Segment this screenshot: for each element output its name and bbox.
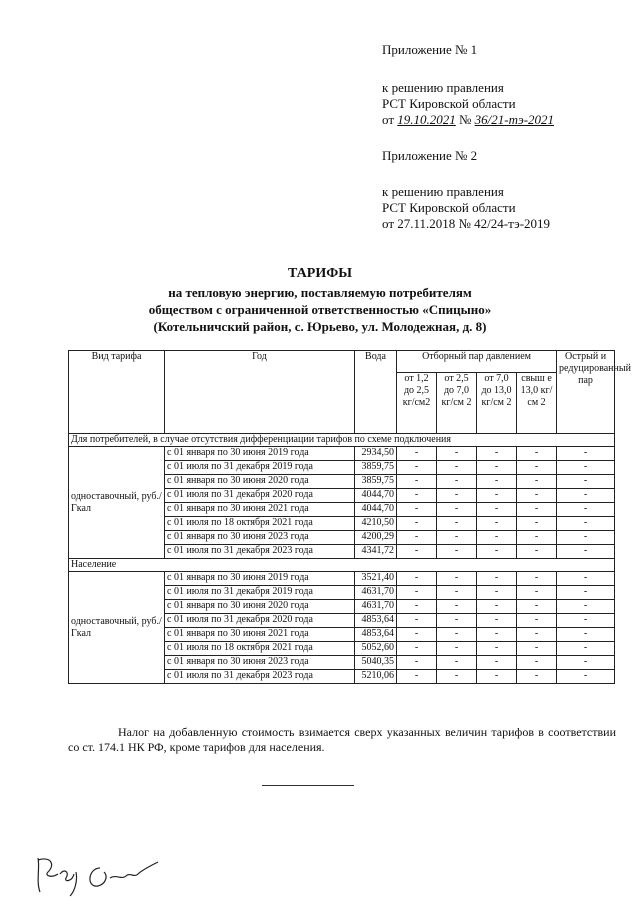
- dash-cell: -: [477, 447, 517, 461]
- header-steam-2: от 2,5 до 7,0 кг/см 2: [437, 372, 477, 433]
- group-1-body: [69, 447, 615, 559]
- dash-cell: -: [397, 447, 437, 461]
- dash-cell: -: [477, 600, 517, 614]
- water-value-cell: 4044,70: [355, 503, 397, 517]
- section-row: [69, 434, 615, 447]
- doc-subtitle-1: на тепловую энергию, поставляемую потребителям: [168, 285, 472, 300]
- dash-cell: -: [477, 503, 517, 517]
- dash-cell: -: [397, 670, 437, 684]
- header-steam-3: от 7,0 до 13,0 кг/см 2: [477, 372, 517, 433]
- header-steam-1: от 1,2 до 2,5 кг/см2: [397, 372, 437, 433]
- period-cell: с 01 января по 30 июня 2023 года: [165, 531, 355, 545]
- appendix2-line3: от 27.11.2018 № 42/24-тэ-2019: [382, 216, 551, 231]
- water-value-cell: 4341,72: [355, 545, 397, 559]
- water-value-cell: 5210,06: [355, 670, 397, 684]
- separator-line: [262, 785, 354, 786]
- water-value-cell: 4631,70: [355, 600, 397, 614]
- dash-cell: -: [557, 475, 615, 489]
- dash-cell: -: [397, 642, 437, 656]
- appendix1-num-prefix: №: [459, 112, 472, 127]
- dash-cell: -: [397, 461, 437, 475]
- water-value-cell: 2934,50: [355, 447, 397, 461]
- table-row: [69, 572, 615, 586]
- tariff-type-cell: одноставочный, руб./Гкал: [69, 572, 165, 684]
- section-2-label: Население: [69, 559, 615, 572]
- header-steam: Отборный пар давлением: [397, 351, 557, 373]
- dash-cell: -: [557, 517, 615, 531]
- header-water: Вода: [355, 351, 397, 434]
- section-row: [69, 559, 615, 572]
- dash-cell: -: [477, 628, 517, 642]
- dash-cell: -: [557, 628, 615, 642]
- dash-cell: -: [517, 572, 557, 586]
- dash-cell: -: [397, 475, 437, 489]
- dash-cell: -: [557, 614, 615, 628]
- dash-cell: -: [477, 489, 517, 503]
- dash-cell: -: [437, 670, 477, 684]
- table-row: [69, 447, 615, 461]
- appendix1-title: Приложение № 1: [382, 42, 478, 57]
- dash-cell: -: [477, 614, 517, 628]
- header-sharp-steam: Острый и редуцированный пар: [557, 351, 615, 434]
- dash-cell: -: [397, 600, 437, 614]
- period-cell: с 01 января по 30 июня 2019 года: [165, 447, 355, 461]
- dash-cell: -: [397, 531, 437, 545]
- dash-cell: -: [517, 614, 557, 628]
- dash-cell: -: [557, 600, 615, 614]
- dash-cell: -: [557, 545, 615, 559]
- header-steam-4: свыш е 13,0 кг/см 2: [517, 372, 557, 433]
- dash-cell: -: [477, 461, 517, 475]
- water-value-cell: 3859,75: [355, 461, 397, 475]
- dash-cell: -: [557, 489, 615, 503]
- dash-cell: -: [437, 656, 477, 670]
- dash-cell: -: [397, 545, 437, 559]
- dash-cell: -: [437, 586, 477, 600]
- period-cell: с 01 июля по 31 декабря 2023 года: [165, 545, 355, 559]
- dash-cell: -: [397, 628, 437, 642]
- dash-cell: -: [557, 656, 615, 670]
- period-cell: с 01 июля по 31 декабря 2019 года: [165, 586, 355, 600]
- appendix1-number-handwritten: 36/21-тэ-2021: [474, 112, 555, 127]
- dash-cell: -: [517, 670, 557, 684]
- dash-cell: -: [557, 586, 615, 600]
- dash-cell: -: [437, 447, 477, 461]
- dash-cell: -: [437, 517, 477, 531]
- period-cell: с 01 июля по 31 декабря 2023 года: [165, 670, 355, 684]
- dash-cell: -: [397, 517, 437, 531]
- dash-cell: -: [517, 545, 557, 559]
- period-cell: с 01 января по 30 июня 2019 года: [165, 572, 355, 586]
- dash-cell: -: [557, 531, 615, 545]
- dash-cell: -: [557, 503, 615, 517]
- dash-cell: -: [517, 447, 557, 461]
- dash-cell: -: [397, 656, 437, 670]
- water-value-cell: 4200,29: [355, 531, 397, 545]
- water-value-cell: 4044,70: [355, 489, 397, 503]
- table-header-row: [69, 351, 615, 373]
- water-value-cell: 5052,60: [355, 642, 397, 656]
- signature: [30, 848, 170, 898]
- dash-cell: -: [437, 600, 477, 614]
- header-tariff-type: Вид тарифа: [69, 351, 165, 434]
- dash-cell: -: [477, 670, 517, 684]
- dash-cell: -: [557, 572, 615, 586]
- vat-note: Налог на добавленную стоимость взимается сверх указанных величин тарифов в соответствии со ст. 174.1 НК РФ, кроме тарифов для населения.: [68, 725, 616, 754]
- group-2-body: [69, 572, 615, 684]
- dash-cell: -: [557, 447, 615, 461]
- period-cell: с 01 июля по 31 декабря 2019 года: [165, 461, 355, 475]
- water-value-cell: 4853,64: [355, 614, 397, 628]
- period-cell: с 01 июля по 31 декабря 2020 года: [165, 614, 355, 628]
- doc-title: ТАРИФЫ: [288, 266, 352, 281]
- tariff-table: [68, 350, 631, 684]
- dash-cell: -: [437, 489, 477, 503]
- water-value-cell: 5040,35: [355, 656, 397, 670]
- dash-cell: -: [437, 531, 477, 545]
- period-cell: с 01 января по 30 июня 2021 года: [165, 628, 355, 642]
- period-cell: с 01 января по 30 июня 2020 года: [165, 600, 355, 614]
- dash-cell: -: [437, 614, 477, 628]
- water-value-cell: 4631,70: [355, 586, 397, 600]
- dash-cell: -: [517, 531, 557, 545]
- dash-cell: -: [437, 642, 477, 656]
- dash-cell: -: [477, 545, 517, 559]
- period-cell: с 01 января по 30 июня 2021 года: [165, 503, 355, 517]
- appendix1-date-line: [382, 112, 554, 128]
- dash-cell: -: [437, 572, 477, 586]
- appendix2-line2: РСТ Кировской области: [382, 200, 516, 215]
- dash-cell: -: [397, 489, 437, 503]
- dash-cell: -: [517, 586, 557, 600]
- section-1-label: Для потребителей, в случае отсутствия дифференциации тарифов по схеме подключения: [69, 434, 615, 447]
- dash-cell: -: [397, 586, 437, 600]
- dash-cell: -: [437, 461, 477, 475]
- dash-cell: -: [397, 503, 437, 517]
- dash-cell: -: [517, 656, 557, 670]
- dash-cell: -: [517, 600, 557, 614]
- water-value-cell: 4210,50: [355, 517, 397, 531]
- dash-cell: -: [517, 475, 557, 489]
- dash-cell: -: [477, 656, 517, 670]
- doc-subtitle-3: (Котельничский район, с. Юрьево, ул. Молодежная, д. 8): [153, 319, 487, 334]
- dash-cell: -: [477, 517, 517, 531]
- appendix1-line1: к решению правления: [382, 80, 504, 95]
- dash-cell: -: [557, 642, 615, 656]
- dash-cell: -: [517, 461, 557, 475]
- appendix2-title: Приложение № 2: [382, 148, 478, 163]
- dash-cell: -: [517, 517, 557, 531]
- dash-cell: -: [517, 503, 557, 517]
- water-value-cell: 4853,64: [355, 628, 397, 642]
- dash-cell: -: [437, 545, 477, 559]
- doc-subtitle-2: обществом с ограниченной ответственностью «Спицыно»: [148, 302, 492, 317]
- period-cell: с 01 июля по 31 декабря 2020 года: [165, 489, 355, 503]
- water-value-cell: 3521,40: [355, 572, 397, 586]
- appendix1-date-prefix: от: [382, 112, 395, 127]
- period-cell: с 01 июля по 18 октября 2021 года: [165, 517, 355, 531]
- dash-cell: -: [477, 642, 517, 656]
- dash-cell: -: [397, 572, 437, 586]
- header-year: Год: [165, 351, 355, 434]
- appendix2-line1: к решению правления: [382, 184, 504, 199]
- dash-cell: -: [517, 642, 557, 656]
- period-cell: с 01 января по 30 июня 2023 года: [165, 656, 355, 670]
- dash-cell: -: [477, 475, 517, 489]
- tariff-type-cell: одноставочный, руб./Гкал: [69, 447, 165, 559]
- dash-cell: -: [517, 628, 557, 642]
- dash-cell: -: [437, 475, 477, 489]
- appendix1-line2: РСТ Кировской области: [382, 96, 516, 111]
- dash-cell: -: [477, 572, 517, 586]
- dash-cell: -: [477, 531, 517, 545]
- dash-cell: -: [477, 586, 517, 600]
- dash-cell: -: [437, 503, 477, 517]
- period-cell: с 01 июля по 18 октября 2021 года: [165, 642, 355, 656]
- dash-cell: -: [557, 670, 615, 684]
- dash-cell: -: [517, 489, 557, 503]
- dash-cell: -: [437, 628, 477, 642]
- appendix1-date-handwritten: 19.10.2021: [397, 112, 456, 127]
- dash-cell: -: [397, 614, 437, 628]
- water-value-cell: 3859,75: [355, 475, 397, 489]
- dash-cell: -: [557, 461, 615, 475]
- period-cell: с 01 января по 30 июня 2020 года: [165, 475, 355, 489]
